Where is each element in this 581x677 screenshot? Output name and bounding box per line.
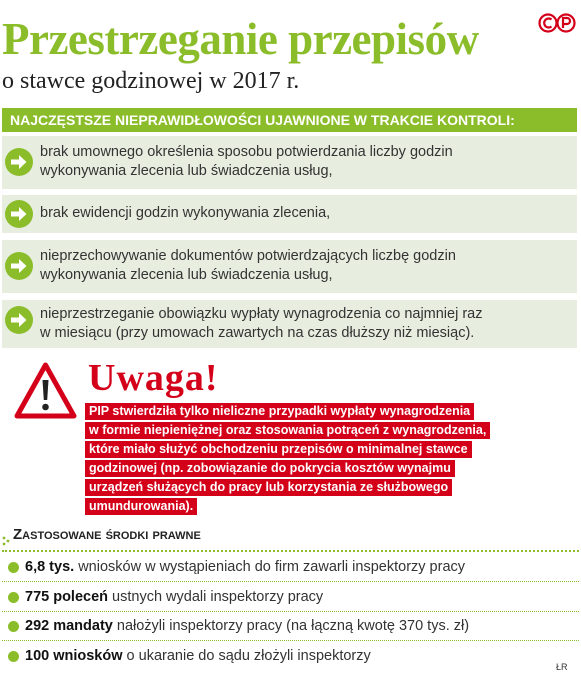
measure-description: o ukaranie do sądu złożyli inspektorzy	[122, 648, 371, 664]
measure-item	[2, 644, 579, 668]
divider	[2, 611, 579, 612]
measure-item	[2, 585, 579, 609]
irregularity-item	[2, 136, 577, 189]
irregularity-item	[2, 195, 577, 233]
divider	[2, 640, 579, 641]
warning-heading: Uwaga!	[88, 357, 219, 399]
irregularity-item	[2, 300, 577, 348]
irregularity-item	[2, 240, 577, 293]
irregularity-line: w miesiącu (przy umowach zawartych na czas dłuższy niż miesiąc).	[40, 325, 475, 341]
warning-line: które miało służyć obchodzeniu przepisów o minimalnej stawce	[85, 441, 472, 458]
measure-item	[2, 555, 579, 579]
measure-value: 292 mandaty	[25, 618, 113, 634]
logo-icon	[538, 11, 578, 35]
irregularity-line: brak umownego określenia sposobu potwierdzania liczby godzin	[40, 144, 453, 160]
measure-item	[2, 614, 579, 638]
warning-line: umundurowania).	[85, 498, 197, 515]
warning-line: PIP stwierdziła tylko nieliczne przypadki wypłaty wynagrodzenia	[85, 403, 474, 420]
arrow-right-icon	[4, 199, 34, 229]
bullet-icon	[8, 651, 19, 662]
irregularity-line: nieprzestrzeganie obowiązku wypłaty wynagrodzenia co najmniej raz	[40, 306, 483, 322]
bullet-icon	[8, 592, 19, 603]
measure-value: 6,8 tys.	[25, 559, 75, 575]
warning-line: urządzeń służących do pracy lub korzystania ze służbowego	[85, 479, 452, 496]
arrow-right-icon	[4, 251, 34, 281]
measures-heading: Zastosowane środki prawne	[13, 526, 201, 543]
page-subtitle: o stawce godzinowej w 2017 r.	[2, 68, 300, 94]
arrow-right-icon	[4, 147, 34, 177]
measure-description: ustnych wydali inspektorzy pracy	[108, 589, 324, 605]
measure-description: nałożyli inspektorzy pracy (na łączną kwotę 370 tys. zł)	[112, 618, 470, 634]
warning-line: godzinowej (np. zobowiązanie do pokrycia kosztów wynajmu	[85, 460, 455, 477]
irregularities-heading: NAJCZĘSTSZE NIEPRAWIDŁOWOŚCI UJAWNIONE W TRAKCIE KONTROLI:	[2, 108, 577, 132]
irregularity-line: wykonywania zlecenia lub świadczenia usług,	[40, 163, 333, 179]
warning-line: w formie niepieniężnej oraz stosowania potrąceń z wynagrodzenia,	[85, 422, 490, 439]
dots-icon	[2, 536, 10, 546]
measure-description: wniosków w wystąpieniach do firm zawarli inspektorzy pracy	[74, 559, 466, 575]
divider	[2, 550, 579, 552]
warning-text	[85, 402, 525, 516]
divider	[2, 581, 579, 582]
arrow-right-icon	[4, 305, 34, 335]
bullet-icon	[8, 621, 19, 632]
bullet-icon	[8, 562, 19, 573]
irregularity-line: wykonywania zlecenia lub świadczenia usług,	[40, 267, 333, 283]
page-title: Przestrzeganie przepisów	[2, 14, 479, 64]
measure-value: 100 wniosków	[25, 648, 123, 664]
irregularity-line: nieprzechowywanie dokumentów potwierdzających liczbę godzin	[40, 248, 456, 264]
irregularity-line: brak ewidencji godzin wykonywania zlecenia,	[40, 205, 331, 221]
author-credit: ŁR	[556, 662, 568, 672]
measure-value: 775 poleceń	[25, 589, 109, 605]
warning-icon	[14, 362, 77, 420]
